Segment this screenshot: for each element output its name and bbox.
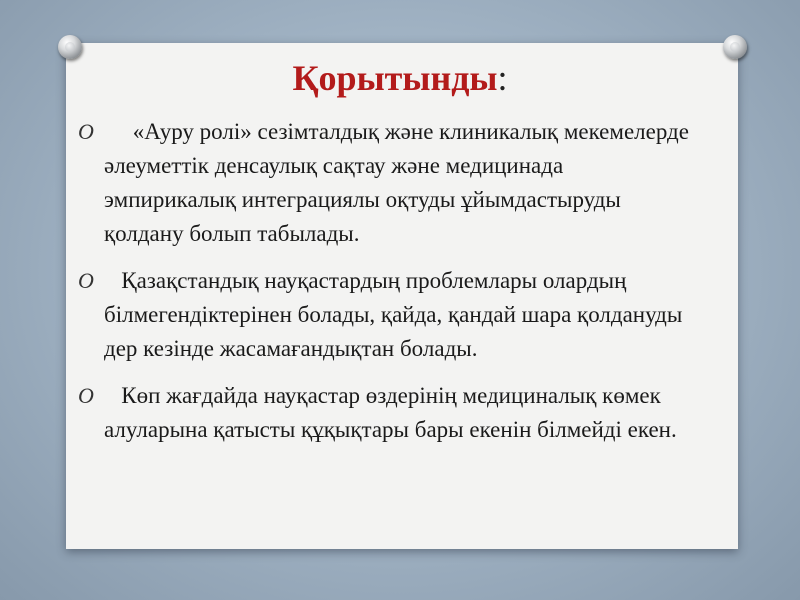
slide-title-colon: : <box>497 58 508 98</box>
slide-title <box>0 56 800 100</box>
slide-title-text: Қорытынды <box>292 58 498 98</box>
bullet-marker-icon: O <box>78 383 94 408</box>
bullet-item <box>70 379 700 447</box>
bullet-text: Көп жағдайда науқастар өздерінің медициналық көмек алуларына қатысты құқықтары бары екенін білмейді екен. <box>104 383 677 442</box>
bullet-item <box>70 115 700 251</box>
bullet-list <box>70 115 700 460</box>
bullet-text: Қазақстандық науқастардың проблемлары олардың білмегендіктерінен болады, қайда, қандай шара қолдануды дер кезінде жасамағандықтан болады. <box>104 268 689 361</box>
bullet-text: «Ауру ролі» сезімталдық және клиникалық мекемелерде әлеуметтік денсаулық сақтау және медицинада эмпирикалық интеграциялы оқтуды ұйымдастыруды қолдану болып табылады. <box>104 119 695 246</box>
bullet-item <box>70 264 700 366</box>
bullet-marker-icon: O <box>78 119 94 144</box>
bullet-marker-icon: O <box>78 268 94 293</box>
